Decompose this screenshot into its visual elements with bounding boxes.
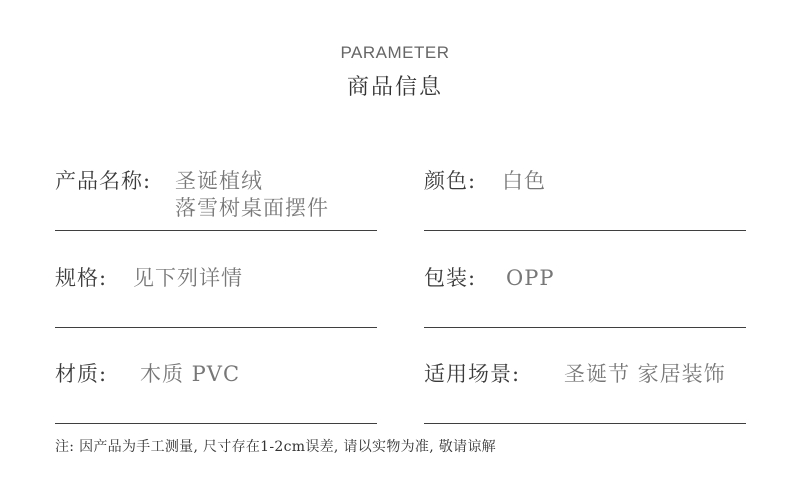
field-product-name-value-line2: 落雪树桌面摆件 bbox=[175, 196, 329, 220]
footnote: 注: 因产品为手工测量, 尺寸存在1-2cm误差, 请以实物为准, 敬请谅解 bbox=[55, 439, 496, 455]
divider-line bbox=[424, 230, 746, 231]
divider-line bbox=[424, 327, 746, 328]
field-spec-value: 见下列详情 bbox=[133, 266, 243, 290]
field-spec-label: 规格: bbox=[55, 266, 108, 290]
field-package bbox=[424, 265, 746, 325]
field-scene-value: 圣诞节 家居装饰 bbox=[564, 362, 726, 386]
divider-line bbox=[55, 230, 377, 231]
field-product-name-label: 产品名称: bbox=[55, 169, 152, 193]
section-title-cn: 商品信息 bbox=[346, 75, 443, 100]
field-color-label: 颜色: bbox=[424, 169, 477, 193]
field-product-name-value-line1: 圣诞植绒 bbox=[175, 169, 263, 193]
field-package-value: OPP bbox=[506, 266, 555, 290]
field-package-label: 包装: bbox=[424, 266, 477, 290]
section-title-en: PARAMETER bbox=[340, 43, 450, 62]
field-color-value: 白色 bbox=[502, 169, 546, 193]
field-scene bbox=[424, 361, 746, 421]
divider-line bbox=[55, 423, 377, 424]
field-material bbox=[55, 361, 377, 421]
field-product-name bbox=[55, 168, 377, 228]
field-material-value: 木质 PVC bbox=[140, 362, 241, 386]
field-material-label: 材质: bbox=[55, 362, 108, 386]
field-scene-label: 适用场景: bbox=[424, 362, 521, 386]
divider-line bbox=[424, 423, 746, 424]
divider-line bbox=[55, 327, 377, 328]
field-spec bbox=[55, 265, 377, 325]
field-color bbox=[424, 168, 746, 228]
